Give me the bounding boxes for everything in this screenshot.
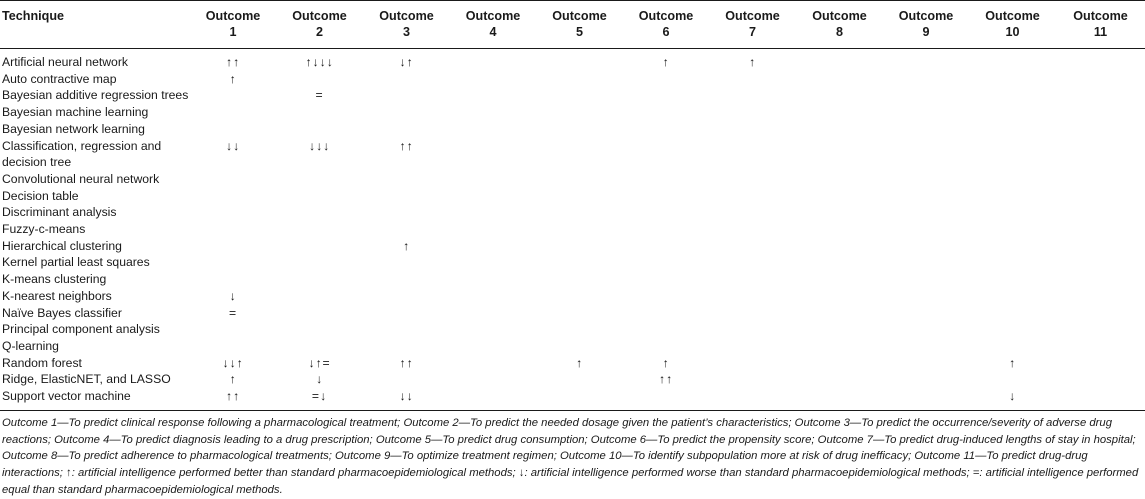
result-cell <box>709 321 796 338</box>
result-cell: ↓↓ <box>399 389 414 404</box>
result-cell <box>536 321 623 338</box>
header-outcome-10 <box>969 0 1056 48</box>
result-cell <box>709 355 796 372</box>
result-cell <box>796 238 883 255</box>
result-cell <box>276 121 363 138</box>
result-cell <box>1056 138 1145 171</box>
result-cell <box>536 87 623 104</box>
result-cell <box>623 305 709 322</box>
result-cell <box>796 355 883 372</box>
result-cell <box>883 171 969 188</box>
result-cell <box>623 71 709 88</box>
result-cell <box>883 355 969 372</box>
result-cell <box>363 104 450 121</box>
result-cell <box>623 171 709 188</box>
result-cell <box>536 371 623 388</box>
result-cell: ↓↑ <box>399 55 414 69</box>
result-cell <box>623 254 709 271</box>
result-cell <box>190 204 276 221</box>
header-outcome-number: 1 <box>229 25 237 39</box>
result-cell <box>190 87 276 104</box>
header-outcome-11 <box>1056 0 1145 48</box>
technique-cell: Support vector machine <box>2 389 131 404</box>
table-row <box>0 321 1145 338</box>
result-cell <box>1056 388 1145 405</box>
result-cell <box>709 221 796 238</box>
technique-cell: Ridge, ElasticNET, and LASSO <box>2 372 171 387</box>
header-outcome-word: Outcome <box>552 9 607 23</box>
result-cell <box>883 288 969 305</box>
result-cell <box>796 54 883 71</box>
result-cell <box>190 221 276 238</box>
header-outcome-word: Outcome <box>725 9 780 23</box>
result-cell <box>883 104 969 121</box>
result-cell <box>709 388 796 405</box>
result-cell <box>1056 121 1145 138</box>
result-cell <box>450 355 536 372</box>
technique-cell: Discriminant analysis <box>2 205 117 220</box>
technique-cell: Classification, regression and decision tree <box>2 138 162 170</box>
result-cell <box>450 87 536 104</box>
result-cell <box>363 171 450 188</box>
result-cell <box>883 388 969 405</box>
result-cell <box>1056 288 1145 305</box>
result-cell <box>969 238 1056 255</box>
result-cell <box>1056 338 1145 355</box>
header-outcome-5 <box>536 0 623 48</box>
result-cell <box>1056 355 1145 372</box>
result-cell <box>709 121 796 138</box>
result-cell <box>276 338 363 355</box>
result-cell: ↓↓ <box>225 138 241 153</box>
header-outcome-number: 2 <box>315 25 323 39</box>
result-cell <box>276 204 363 221</box>
result-cell <box>709 305 796 322</box>
header-outcome-number: 11 <box>1093 25 1108 39</box>
result-cell <box>969 71 1056 88</box>
result-cell <box>363 121 450 138</box>
table-row <box>0 221 1145 238</box>
table-row <box>0 171 1145 188</box>
result-cell <box>276 71 363 88</box>
result-cell <box>883 371 969 388</box>
table-row <box>0 121 1145 138</box>
result-cell <box>1056 271 1145 288</box>
header-outcome-word: Outcome <box>812 9 867 23</box>
result-cell <box>363 221 450 238</box>
result-cell: ↑ <box>748 55 757 69</box>
result-cell <box>796 87 883 104</box>
result-cell <box>969 121 1056 138</box>
result-cell <box>1056 371 1145 388</box>
header-outcome-word: Outcome <box>638 9 694 23</box>
result-cell <box>450 71 536 88</box>
result-cell <box>536 271 623 288</box>
header-outcome-number: 3 <box>402 25 410 39</box>
result-cell <box>796 204 883 221</box>
result-cell: = <box>315 88 324 103</box>
result-cell <box>883 188 969 205</box>
table-row <box>0 254 1145 271</box>
result-cell <box>709 338 796 355</box>
table-footnote: Outcome 1—To predict clinical response following a pharmacological treatment; Outcome 2—To predict the needed dosage given the patient’s characteristics; Outcome 3—To predict the occurrence/severity of adverse drug reactions; Outcome 4—To predict diagnosis leading to a drug prescription; Outcome 5—To predict drug consumption; Outcome 6—To predict the propensity score; Outcome 7—To predict drug-induced lengths of stay in hospital; Outcome 8—To predict adherence to pharmacological treatments; Outcome 9—To optimize treatment regimen; Outcome 10—To identify subpopulation more at risk of drug inefficacy; Outcome 11—To predict drug-drug interactions; ↑: artificial intelligence performed better than standard pharmacoepidemiological methods; ↓: artificial intelligence performed worse than standard pharmacoepidemiological methods; =: artificial intelligence performed equal than standard pharmacoepidemiological methods. <box>2 417 1139 496</box>
table-row <box>0 87 1145 104</box>
result-cell <box>1056 221 1145 238</box>
header-outcome-2 <box>276 0 363 48</box>
result-cell <box>276 171 363 188</box>
result-cell <box>276 238 363 255</box>
result-cell <box>623 338 709 355</box>
result-cell <box>969 371 1056 388</box>
result-cell <box>536 54 623 71</box>
header-outcome-4 <box>450 0 536 48</box>
table-row <box>0 138 1145 171</box>
technique-cell: Random forest <box>2 355 82 370</box>
result-cell <box>363 338 450 355</box>
result-cell <box>190 338 276 355</box>
result-cell <box>623 104 709 121</box>
result-cell <box>883 305 969 322</box>
header-outcome-1 <box>190 0 276 48</box>
result-cell <box>450 238 536 255</box>
result-cell: ↓↑= <box>308 355 331 370</box>
result-cell <box>190 171 276 188</box>
result-cell <box>796 288 883 305</box>
technique-cell: Bayesian additive regression trees <box>2 88 189 103</box>
table-row <box>0 388 1145 405</box>
table-row <box>0 104 1145 121</box>
result-cell <box>536 288 623 305</box>
result-cell <box>1056 204 1145 221</box>
technique-cell: Artificial neural network <box>2 55 128 69</box>
result-cell <box>969 204 1056 221</box>
result-cell <box>623 321 709 338</box>
result-cell: ↑↑ <box>399 138 414 153</box>
result-cell <box>536 121 623 138</box>
result-cell: ↑ <box>1008 355 1017 370</box>
result-cell <box>796 221 883 238</box>
result-cell <box>363 71 450 88</box>
result-cell: = <box>228 305 238 320</box>
result-cell <box>796 371 883 388</box>
result-cell <box>1056 305 1145 322</box>
result-cell <box>276 221 363 238</box>
result-cell <box>536 204 623 221</box>
table-row <box>0 54 1145 71</box>
result-cell: ↑↑ <box>225 389 241 404</box>
result-cell <box>623 388 709 405</box>
result-cell <box>536 388 623 405</box>
result-cell <box>969 305 1056 322</box>
result-cell <box>1056 71 1145 88</box>
header-row <box>0 0 1145 48</box>
result-cell <box>969 221 1056 238</box>
table-row <box>0 338 1145 355</box>
result-cell <box>969 188 1056 205</box>
result-cell <box>1056 54 1145 71</box>
result-cell <box>276 305 363 322</box>
result-cell <box>969 321 1056 338</box>
table-row <box>0 238 1145 255</box>
result-cell <box>709 171 796 188</box>
result-cell <box>536 71 623 88</box>
result-cell <box>363 254 450 271</box>
result-cell: ↓↓↓ <box>308 138 331 153</box>
result-cell <box>969 254 1056 271</box>
technique-cell: Bayesian machine learning <box>2 105 149 120</box>
result-cell <box>623 238 709 255</box>
result-cell <box>1056 188 1145 205</box>
result-cell <box>190 271 276 288</box>
result-cell: ↓ <box>315 372 324 387</box>
technique-cell: Convolutional neural network <box>2 171 160 186</box>
header-outcome-word: Outcome <box>292 9 347 23</box>
technique-cell: K-means clustering <box>2 272 107 287</box>
result-cell <box>536 188 623 205</box>
result-cell <box>969 271 1056 288</box>
result-cell <box>969 288 1056 305</box>
result-cell <box>709 104 796 121</box>
result-cell: ↑↓↓↓ <box>305 55 334 69</box>
table-row <box>0 271 1145 288</box>
result-cell <box>190 238 276 255</box>
result-cell <box>450 288 536 305</box>
result-cell <box>709 371 796 388</box>
header-outcome-word: Outcome <box>205 9 261 23</box>
result-cell <box>796 254 883 271</box>
result-cell <box>883 338 969 355</box>
technique-cell: Decision table <box>2 188 79 203</box>
result-cell <box>450 271 536 288</box>
header-outcome-word: Outcome <box>465 9 521 23</box>
header-outcome-number: 10 <box>1005 25 1020 39</box>
header-outcome-7 <box>709 0 796 48</box>
result-cell <box>450 188 536 205</box>
technique-cell: Hierarchical clustering <box>2 238 122 253</box>
technique-cell: Naïve Bayes classifier <box>2 305 122 320</box>
result-cell <box>883 321 969 338</box>
header-outcome-word: Outcome <box>379 9 434 23</box>
technique-cell: Auto contractive map <box>2 71 117 86</box>
result-cell <box>276 104 363 121</box>
result-cell <box>883 221 969 238</box>
header-outcome-6 <box>623 0 709 48</box>
result-cell: ↑ <box>662 355 670 370</box>
result-cell <box>796 305 883 322</box>
technique-cell: Q-learning <box>2 338 59 353</box>
result-cell <box>969 338 1056 355</box>
result-cell <box>883 271 969 288</box>
result-cell <box>190 188 276 205</box>
table-row <box>0 71 1145 88</box>
result-cell: ↓ <box>229 288 237 303</box>
result-cell <box>1056 254 1145 271</box>
result-cell: ↓↓↑ <box>222 355 244 370</box>
result-cell <box>969 138 1056 171</box>
result-cell <box>450 388 536 405</box>
table-row <box>0 288 1145 305</box>
technique-cell: Bayesian network learning <box>2 121 145 136</box>
table-body <box>0 48 1145 405</box>
result-cell <box>190 254 276 271</box>
result-cell: ↓ <box>1008 389 1017 404</box>
header-outcome-word: Outcome <box>898 9 954 23</box>
result-cell <box>623 271 709 288</box>
table-row <box>0 371 1145 388</box>
result-cell <box>796 71 883 88</box>
result-cell <box>1056 321 1145 338</box>
technique-cell: K-nearest neighbors <box>2 288 112 303</box>
result-cell <box>276 321 363 338</box>
result-cell: ↑↑ <box>658 372 674 387</box>
result-cell <box>623 221 709 238</box>
result-cell <box>450 254 536 271</box>
result-cell <box>190 121 276 138</box>
result-cell <box>450 371 536 388</box>
header-outcome-word: Outcome <box>1073 9 1128 23</box>
result-cell <box>796 388 883 405</box>
header-technique: Technique <box>2 9 65 23</box>
result-cell <box>363 288 450 305</box>
header-outcome-word: Outcome <box>985 9 1040 23</box>
result-cell <box>1056 238 1145 255</box>
result-cell <box>190 321 276 338</box>
result-cell <box>450 54 536 71</box>
header-outcome-number: 7 <box>748 25 756 39</box>
result-cell <box>363 188 450 205</box>
result-cell <box>883 204 969 221</box>
result-cell: ↑ <box>575 355 584 370</box>
result-cell <box>536 254 623 271</box>
result-cell <box>709 288 796 305</box>
result-cell <box>623 288 709 305</box>
result-cell <box>536 104 623 121</box>
result-cell <box>623 121 709 138</box>
result-cell <box>276 288 363 305</box>
result-cell <box>623 204 709 221</box>
table-row <box>0 204 1145 221</box>
header-outcome-number: 5 <box>575 25 583 39</box>
result-cell: ↑ <box>229 372 237 387</box>
table-row <box>0 305 1145 322</box>
header-outcome-number: 8 <box>835 25 843 39</box>
result-cell <box>536 305 623 322</box>
result-cell <box>363 271 450 288</box>
result-cell <box>883 121 969 138</box>
result-cell <box>450 171 536 188</box>
result-cell <box>450 204 536 221</box>
result-cell <box>883 71 969 88</box>
result-cell <box>536 238 623 255</box>
result-cell <box>450 338 536 355</box>
result-cell <box>623 188 709 205</box>
result-cell <box>709 87 796 104</box>
result-cell <box>709 204 796 221</box>
result-cell <box>796 104 883 121</box>
result-cell <box>969 171 1056 188</box>
result-cell <box>276 188 363 205</box>
result-cell <box>969 87 1056 104</box>
result-cell <box>536 171 623 188</box>
table-row <box>0 188 1145 205</box>
result-cell <box>623 138 709 171</box>
result-cell <box>536 221 623 238</box>
result-cell <box>883 254 969 271</box>
result-cell: ↑↑ <box>399 355 414 370</box>
result-cell <box>1056 87 1145 104</box>
result-cell: =↓ <box>311 389 328 404</box>
result-cell <box>363 87 450 104</box>
result-cell <box>363 321 450 338</box>
result-cell <box>796 121 883 138</box>
result-cell <box>190 104 276 121</box>
result-cell <box>796 171 883 188</box>
result-cell: ↑ <box>662 55 670 69</box>
result-cell <box>883 238 969 255</box>
result-cell <box>709 254 796 271</box>
result-cell <box>276 271 363 288</box>
result-cell <box>623 87 709 104</box>
result-cell <box>276 254 363 271</box>
result-cell <box>1056 171 1145 188</box>
technique-cell: Kernel partial least squares <box>2 255 150 270</box>
result-cell <box>450 121 536 138</box>
result-cell <box>536 338 623 355</box>
result-cell <box>450 104 536 121</box>
result-cell <box>796 188 883 205</box>
result-cell <box>883 87 969 104</box>
result-cell <box>796 321 883 338</box>
header-outcome-9 <box>883 0 969 48</box>
bottom-rule <box>0 410 1145 411</box>
result-cell <box>450 138 536 171</box>
result-cell: ↑↑ <box>225 55 241 69</box>
header-outcome-8 <box>796 0 883 48</box>
result-cell <box>709 71 796 88</box>
result-cell <box>796 138 883 171</box>
result-cell: ↑ <box>229 71 237 86</box>
result-cell <box>969 54 1056 71</box>
result-cell <box>1056 104 1145 121</box>
result-cell <box>796 271 883 288</box>
result-cell <box>363 204 450 221</box>
header-outcome-number: 9 <box>922 25 930 39</box>
result-cell <box>450 221 536 238</box>
technique-cell: Fuzzy-c-means <box>2 222 86 237</box>
result-cell <box>363 305 450 322</box>
result-cell <box>709 238 796 255</box>
result-cell <box>883 138 969 171</box>
technique-cell: Principal component analysis <box>2 322 160 337</box>
result-cell: ↑ <box>402 238 411 253</box>
header-outcome-number: 6 <box>662 25 670 39</box>
header-outcome-number: 4 <box>489 25 497 39</box>
result-cell <box>796 338 883 355</box>
table-row <box>0 355 1145 372</box>
result-cell <box>709 188 796 205</box>
result-cell <box>709 138 796 171</box>
result-cell <box>450 305 536 322</box>
result-cell <box>709 271 796 288</box>
result-cell <box>536 138 623 171</box>
result-cell <box>363 371 450 388</box>
result-cell <box>883 54 969 71</box>
result-cell <box>450 321 536 338</box>
result-cell <box>969 104 1056 121</box>
header-outcome-3 <box>363 0 450 48</box>
